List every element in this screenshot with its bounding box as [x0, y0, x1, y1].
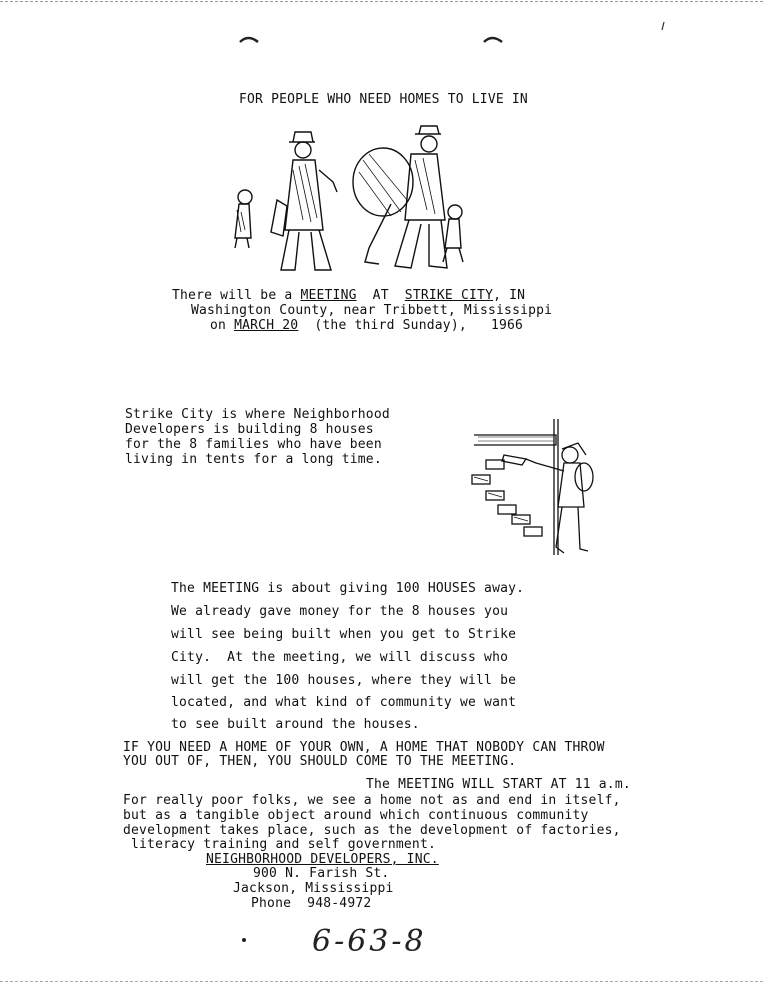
meeting-line-2: Washington County, near Tribbett, Mississippi: [191, 303, 553, 318]
headline: FOR PEOPLE WHO NEED HOMES TO LIVE IN: [239, 92, 528, 107]
paragraph-line: for the 8 families who have been: [125, 437, 382, 452]
bottom-page-edge: [0, 981, 763, 982]
organization-name: NEIGHBORHOOD DEVELOPERS, INC.: [206, 852, 439, 867]
call-to-action-line: IF YOU NEED A HOME OF YOUR OWN, A HOME THAT NOBODY CAN THROW: [123, 740, 605, 755]
stray-dot: [240, 936, 250, 946]
top-marks: [0, 0, 763, 60]
paragraph-line: living in tents for a long time.: [125, 452, 382, 467]
family-illustration: [215, 120, 475, 280]
builder-illustration: [466, 415, 606, 565]
paragraph-line: to see built around the houses.: [171, 717, 420, 732]
organization-phone: Phone 948-4972: [251, 896, 372, 911]
paragraph-line: City. At the meeting, we will discuss who: [171, 650, 509, 665]
paragraph-line: The MEETING is about giving 100 HOUSES away.: [171, 581, 525, 596]
meeting-line-3: on MARCH 20 (the third Sunday), 1966: [210, 318, 524, 333]
paragraph-line: located, and what kind of community we want: [171, 695, 517, 710]
paragraph-line: will see being built when you get to Strike: [171, 627, 517, 642]
handwritten-code: 6-63-8: [312, 924, 427, 959]
paragraph-line: Developers is building 8 houses: [125, 422, 374, 437]
paragraph-line: We already gave money for the 8 houses you: [171, 604, 509, 619]
paragraph-line: For really poor folks, we see a home not as and end in itself,: [123, 793, 621, 808]
meeting-line-1: There will be a MEETING AT STRIKE CITY, IN: [172, 288, 526, 303]
start-time: The MEETING WILL START AT 11 a.m.: [366, 777, 631, 792]
paragraph-line: will get the 100 houses, where they will be: [171, 673, 517, 688]
paragraph-line: Strike City is where Neighborhood: [125, 407, 390, 422]
call-to-action-line: YOU OUT OF, THEN, YOU SHOULD COME TO THE MEETING.: [123, 754, 517, 769]
paragraph-line: but as a tangible object around which continuous community: [123, 808, 589, 823]
organization-street: 900 N. Farish St.: [253, 866, 390, 881]
organization-city: Jackson, Mississippi: [233, 881, 394, 896]
paragraph-line: development takes place, such as the development of factories,: [123, 823, 621, 838]
paragraph-line: literacy training and self government.: [131, 837, 437, 852]
